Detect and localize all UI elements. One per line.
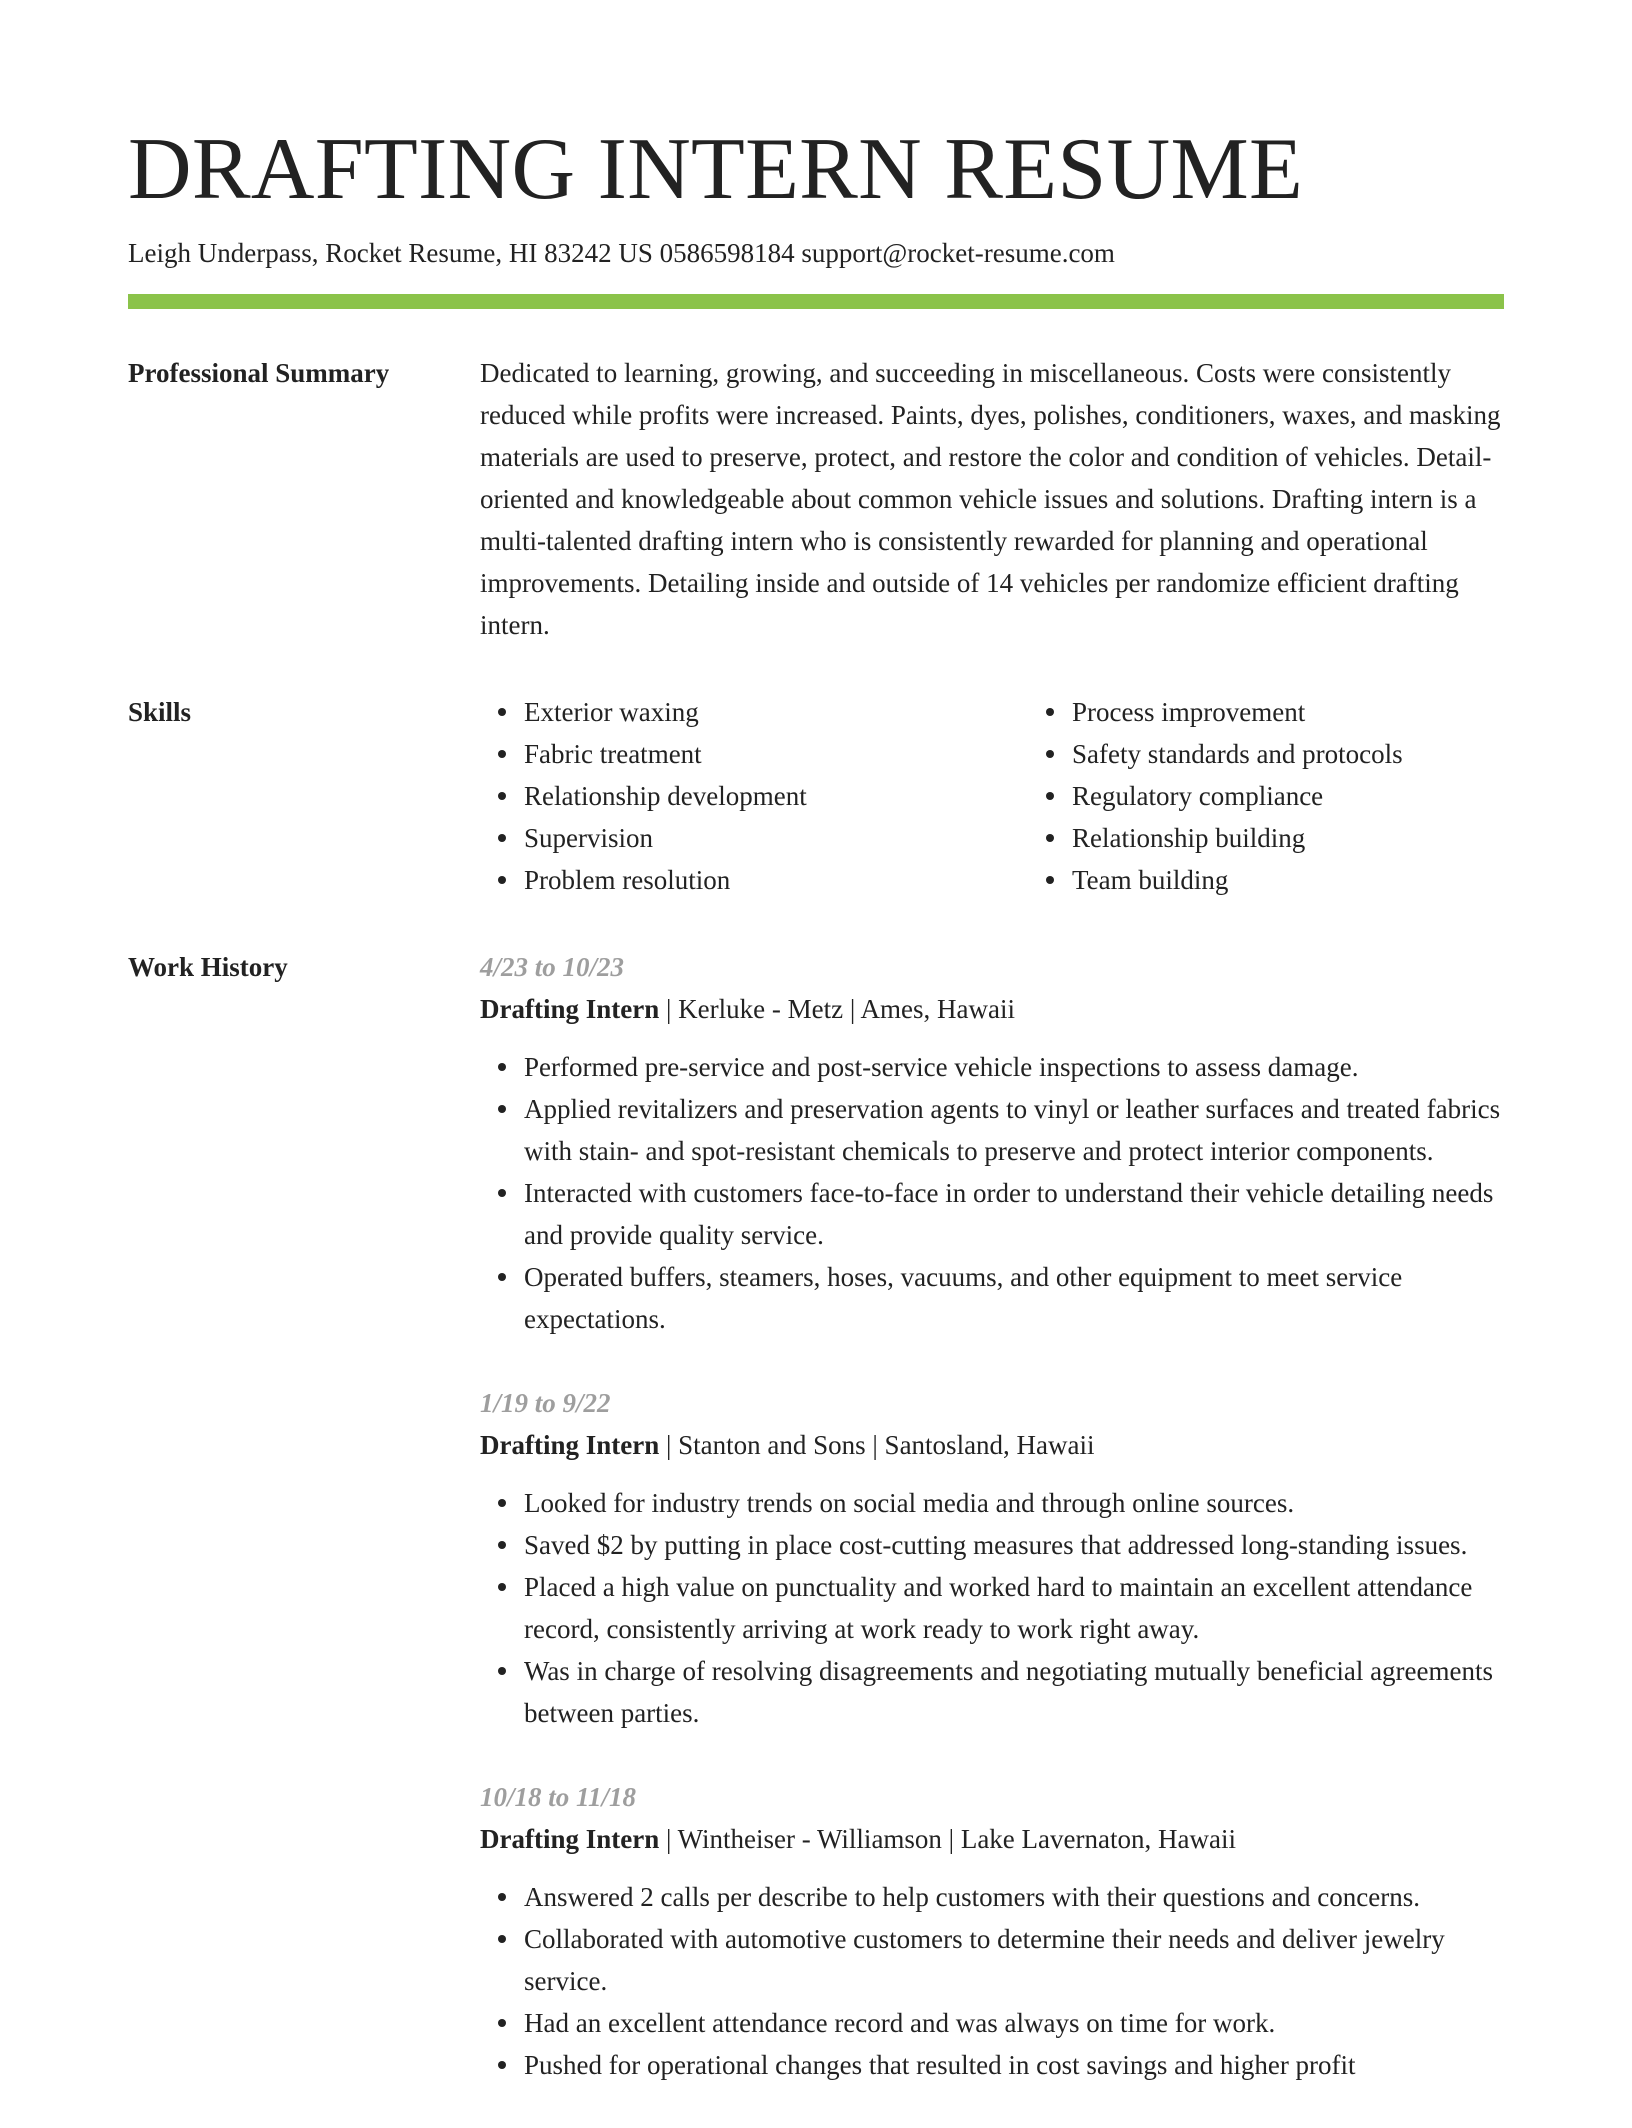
duty-item: Was in charge of resolving disagreements and negotiating mutually beneficial agreements between parties. bbox=[524, 1650, 1504, 1734]
job-title-line bbox=[480, 988, 1504, 1030]
job-dates: 4/23 to 10/23 bbox=[480, 952, 625, 982]
summary-text: Dedicated to learning, growing, and succeeding in miscellaneous. Costs were consistently reduced while profits were increased. Paints, dyes, polishes, conditioners, waxes, and masking materials are used to preserve, protect, and restore the color and condition of vehicles. Detail-oriented and knowledgeable about common vehicle issues and solutions. Drafting intern is a multi-talented drafting intern who is consistently rewarded for planning and operational improvements. Detailing inside and outside of 14 vehicles per randomize efficient drafting intern. bbox=[480, 358, 1501, 640]
duty-item: Collaborated with automotive customers to determine their needs and deliver jewelry service. bbox=[524, 1918, 1504, 2002]
job-entry bbox=[480, 1776, 1504, 2086]
skill-item: Safety standards and protocols bbox=[1072, 733, 1576, 775]
duty-item: Saved $2 by putting in place cost-cutting measures that addressed long-standing issues. bbox=[524, 1524, 1504, 1566]
duty-item: Looked for industry trends on social media and through online sources. bbox=[524, 1482, 1504, 1524]
duty-item: Applied revitalizers and preservation agents to vinyl or leather surfaces and treated fabrics with stain- and spot-resistant chemicals to preserve and protect interior components. bbox=[524, 1088, 1504, 1172]
job-duties bbox=[480, 1482, 1504, 1734]
job-dates: 1/19 to 9/22 bbox=[480, 1388, 611, 1418]
skill-item: Problem resolution bbox=[524, 859, 1028, 901]
resume-title: DRAFTING INTERN RESUME bbox=[128, 121, 1304, 218]
skill-item: Relationship building bbox=[1072, 817, 1576, 859]
summary-heading: Professional Summary bbox=[128, 358, 390, 388]
skill-item: Fabric treatment bbox=[524, 733, 1028, 775]
header-divider bbox=[128, 294, 1504, 309]
skill-item: Team building bbox=[1072, 859, 1576, 901]
skills-list-right bbox=[1028, 691, 1576, 901]
duty-item: Performed pre-service and post-service vehicle inspections to assess damage. bbox=[524, 1046, 1504, 1088]
job-employer-location: | Wintheiser - Williamson | Lake Lavernaton, Hawaii bbox=[659, 1824, 1236, 1854]
duty-item: Placed a high value on punctuality and worked hard to maintain an excellent attendance record, consistently arriving at work ready to work right away. bbox=[524, 1566, 1504, 1650]
job-title-line bbox=[480, 1424, 1504, 1466]
skill-item: Relationship development bbox=[524, 775, 1028, 817]
skills-section bbox=[128, 698, 1504, 901]
work-history-section bbox=[128, 953, 1504, 2128]
job-employer-location: | Kerluke - Metz | Ames, Hawaii bbox=[659, 994, 1015, 1024]
contact-info: Leigh Underpass, Rocket Resume, HI 83242 US 0586598184 support@rocket-resume.com bbox=[128, 238, 1115, 268]
job-duties bbox=[480, 1046, 1504, 1340]
summary-section bbox=[128, 359, 1504, 646]
work-history-heading: Work History bbox=[128, 952, 288, 982]
duty-item: Pushed for operational changes that resulted in cost savings and higher profit bbox=[524, 2044, 1504, 2086]
skill-item: Exterior waxing bbox=[524, 691, 1028, 733]
job-employer-location: | Stanton and Sons | Santosland, Hawaii bbox=[659, 1430, 1095, 1460]
skill-item: Regulatory compliance bbox=[1072, 775, 1576, 817]
skills-heading: Skills bbox=[128, 697, 192, 727]
duty-item: Operated buffers, steamers, hoses, vacuums, and other equipment to meet service expectations. bbox=[524, 1256, 1504, 1340]
job-title: Drafting Intern bbox=[480, 1430, 660, 1460]
job-duties bbox=[480, 1876, 1504, 2086]
job-dates: 10/18 to 11/18 bbox=[480, 1782, 637, 1812]
skill-item: Process improvement bbox=[1072, 691, 1576, 733]
job-title: Drafting Intern bbox=[480, 994, 660, 1024]
resume-page bbox=[128, 0, 1504, 2128]
skills-list-left bbox=[480, 691, 1028, 901]
job-entry bbox=[480, 1382, 1504, 1734]
duty-item: Answered 2 calls per describe to help customers with their questions and concerns. bbox=[524, 1876, 1504, 1918]
skill-item: Supervision bbox=[524, 817, 1028, 859]
duty-item: Had an excellent attendance record and was always on time for work. bbox=[524, 2002, 1504, 2044]
job-entry bbox=[480, 946, 1504, 1340]
duty-item: Interacted with customers face-to-face in order to understand their vehicle detailing needs and provide quality service. bbox=[524, 1172, 1504, 1256]
job-title-line bbox=[480, 1818, 1504, 1860]
job-title: Drafting Intern bbox=[480, 1824, 660, 1854]
